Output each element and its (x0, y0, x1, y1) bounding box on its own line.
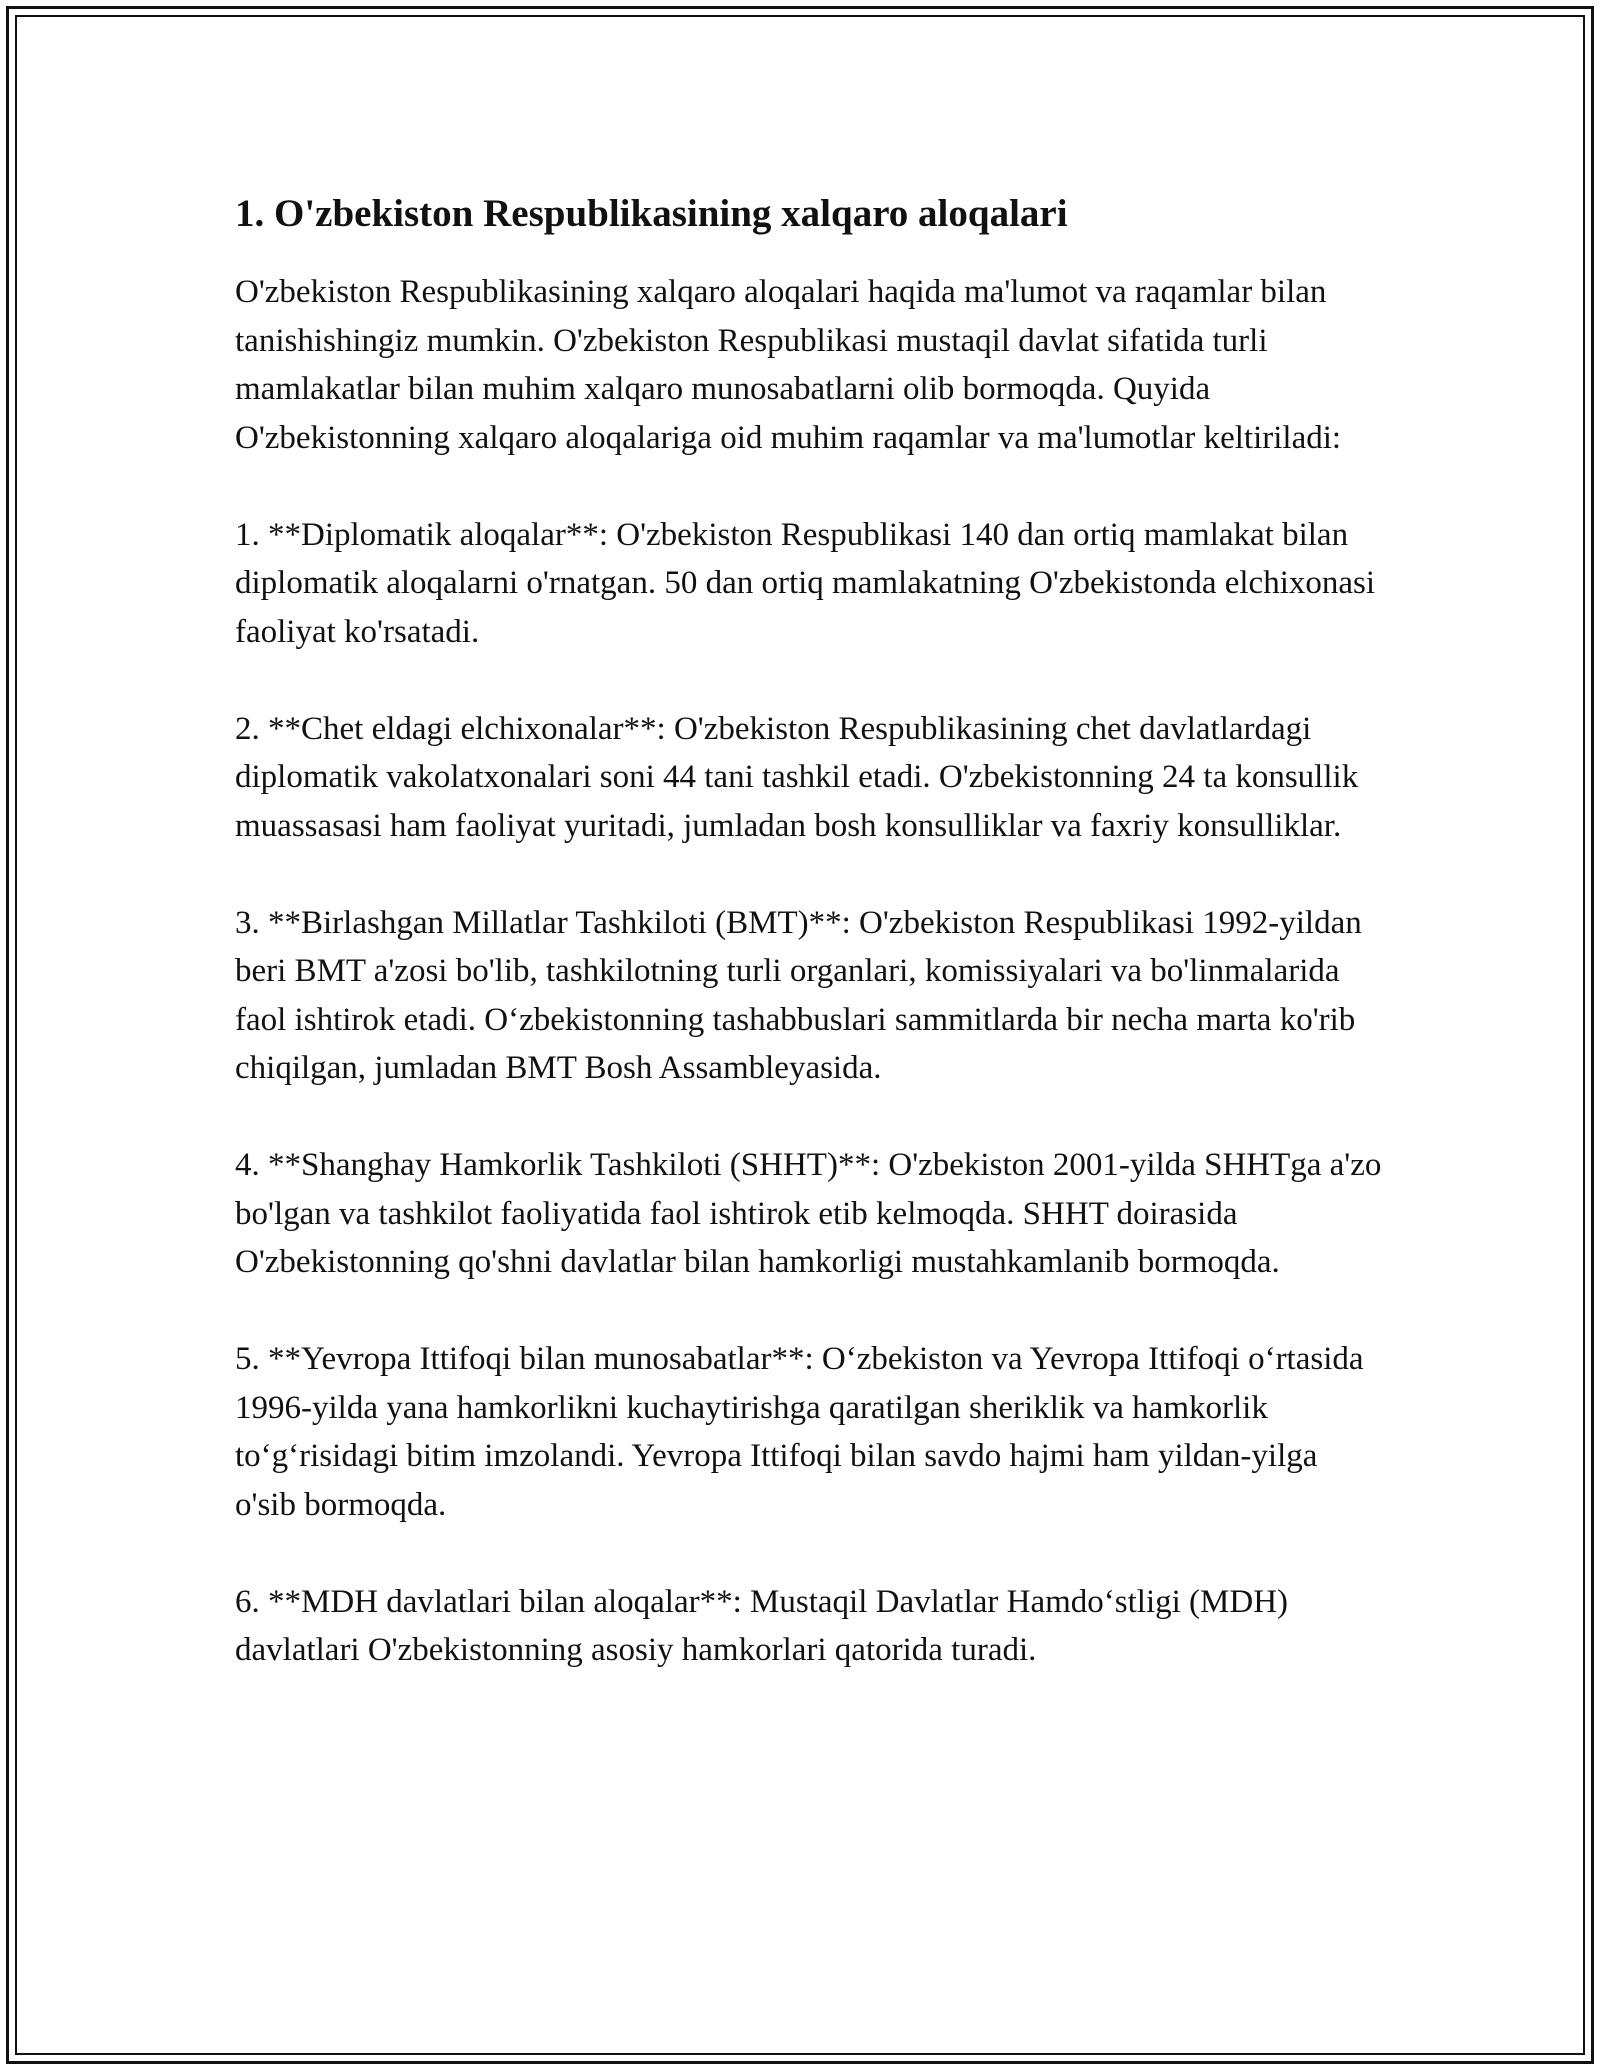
item-embassies-abroad: 2. **Chet eldagi elchixonalar**: O'zbekiston Respublikasining chet davlatlardagi diplomatik vakolatxonalari soni 44 tani tashkil etadi. O'zbekistonning 24 ta konsullik muassasasi ham faoliyat yuritadi, jumladan bosh konsulliklar va faxriy konsulliklar. (235, 710, 1359, 844)
item-european-union: 5. **Yevropa Ittifoqi bilan munosabatlar**: O‘zbekiston va Yevropa Ittifoqi o‘rtasida 1996-yilda yana hamkorlikni kuchaytirishga qaratilgan sheriklik va hamkorlik to‘g‘risidagi bitim imzolandi. Yevropa Ittifoqi bilan savdo hajmi ham yildan-yilga o'sib bormoqda. (235, 1341, 1364, 1523)
item-cis: 6. **MDH davlatlari bilan aloqalar**: Mustaqil Davlatlar Hamdo‘stligi (MDH) davlatlari O'zbekistonning asosiy hamkorlari qatorida turadi. (235, 1583, 1289, 1668)
document-body (235, 186, 1385, 1723)
item-united-nations: 3. **Birlashgan Millatlar Tashkiloti (BMT)**: O'zbekiston Respublikasi 1992-yildan beri BMT a'zosi bo'lib, tashkilotning turli organlari, komissiyalari va bo'linmalarida faol ishtirok etadi. O‘zbekistonning tashabbuslari sammitlarda bir necha marta ko'rib chiqilgan, jumladan BMT Bosh Assambleyasida. (235, 904, 1362, 1086)
item-diplomatic-relations: 1. **Diplomatik aloqalar**: O'zbekiston Respublikasi 140 dan ortiq mamlakat bilan diplomatik aloqalarni o'rnatgan. 50 dan ortiq mamlakatning O'zbekistonda elchixonasi faoliyat ko'rsatadi. (235, 516, 1376, 650)
item-sco: 4. **Shanghay Hamkorlik Tashkiloti (SHHT)**: O'zbekiston 2001-yilda SHHTga a'zo bo'lgan va tashkilot faoliyatida faol ishtirok etib kelmoqda. SHHT doirasida O'zbekistonning qo'shni davlatlar bilan hamkorligi mustahkamlanib bormoqda. (235, 1147, 1382, 1280)
intro-paragraph: O'zbekiston Respublikasining xalqaro aloqalari haqida ma'lumot va raqamlar bilan tanishishingiz mumkin. O'zbekiston Respublikasi mustaqil davlat sifatida turli mamlakatlar bilan muhim xalqaro munosabatlarni olib bormoqda. Quyida O'zbekistonning xalqaro aloqalariga oid muhim raqamlar va ma'lumotlar keltiriladi: (235, 274, 1342, 456)
document-title: 1. O'zbekiston Respublikasining xalqaro aloqalari (235, 192, 1068, 235)
